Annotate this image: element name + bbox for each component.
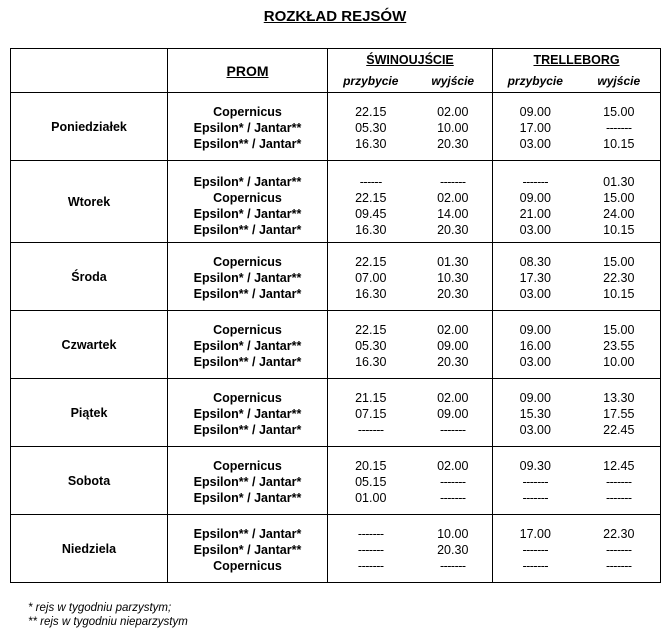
day-name: Piątek [11, 379, 168, 447]
trelleborg-departure-column-cell [578, 379, 661, 447]
day-name: Poniedziałek [11, 93, 168, 161]
swinoujscie-departure: ------- [439, 175, 466, 189]
swinoujscie-departure: ------- [439, 423, 466, 437]
day-block [11, 93, 661, 161]
swinoujscie-arrival: ------- [357, 527, 384, 541]
trelleborg-arrival: 09.00 [519, 105, 551, 119]
swinoujscie-departure: 14.00 [437, 207, 469, 221]
trelleborg-arrival: 21.00 [519, 207, 551, 221]
ship-name: Epsilon* / Jantar** [193, 271, 302, 285]
trelleborg-arrival: ------- [522, 543, 549, 557]
swinoujscie-departure: ------- [439, 475, 466, 489]
ship-name-column-cell [168, 515, 328, 583]
day-block [11, 379, 661, 447]
trelleborg-departure: ------- [605, 475, 632, 489]
ship-name: Copernicus [213, 323, 282, 337]
trelleborg-arrival: 16.00 [519, 339, 551, 353]
swinoujscie-arrival: 16.30 [355, 355, 387, 369]
trelleborg-departure: 15.00 [603, 191, 635, 205]
swinoujscie-departure: 20.30 [437, 355, 469, 369]
swinoujscie-departure-column-cell [414, 379, 493, 447]
trelleborg-departure: ------- [605, 491, 632, 505]
swinoujscie-departure: 10.30 [437, 271, 469, 285]
footnote-even-week: * rejs w tygodniu parzystym; [28, 602, 172, 614]
swinoujscie-departure: 20.30 [437, 223, 469, 237]
trelleborg-arrival-column-cell [493, 93, 578, 161]
swinoujscie-arrival: 16.30 [355, 287, 387, 301]
swinoujscie-departure-column-cell [414, 311, 493, 379]
swinoujscie-arrival: ------- [357, 423, 384, 437]
swinoujscie-arrival-column-cell [328, 243, 414, 311]
ship-name: Copernicus [213, 105, 282, 119]
ship-name: Epsilon** / Jantar* [193, 527, 302, 541]
swinoujscie-arrival: 22.15 [355, 191, 387, 205]
ship-name: Epsilon** / Jantar* [193, 223, 302, 237]
swinoujscie-arrival-column-cell [328, 379, 414, 447]
swinoujscie-header [328, 49, 493, 71]
trelleborg-arrival: 17.30 [519, 271, 551, 285]
ship-name-column-cell [168, 161, 328, 243]
swinoujscie-departure: 01.30 [437, 255, 469, 269]
day-block [11, 447, 661, 515]
swinoujscie-arrive-header: przybycie [328, 71, 414, 93]
ship-name: Copernicus [213, 191, 282, 205]
ship-name: Epsilon* / Jantar** [193, 543, 302, 557]
day-name: Czwartek [11, 311, 168, 379]
swinoujscie-departure-column-cell [414, 243, 493, 311]
ship-name: Epsilon** / Jantar* [193, 287, 302, 301]
trelleborg-arrival: ------- [522, 175, 549, 189]
trelleborg-arrival-column-cell [493, 243, 578, 311]
trelleborg-departure: ------- [605, 559, 632, 573]
swinoujscie-arrival-column-cell [328, 93, 414, 161]
empty-header-cell [11, 49, 168, 93]
trelleborg-departure-column-cell [578, 161, 661, 243]
ship-name: Epsilon* / Jantar** [193, 175, 302, 189]
trelleborg-departure: 10.15 [603, 287, 635, 301]
swinoujscie-arrival: 20.15 [355, 459, 387, 473]
schedule-table [10, 48, 661, 583]
swinoujscie-departure: 10.00 [437, 121, 469, 135]
swinoujscie-arrival: 22.15 [355, 105, 387, 119]
trelleborg-arrival: 03.00 [519, 287, 551, 301]
trelleborg-departure-column-cell [578, 447, 661, 515]
swinoujscie-departure: 20.30 [437, 137, 469, 151]
trelleborg-departure: 10.15 [603, 223, 635, 237]
trelleborg-departure-column-cell [578, 311, 661, 379]
trelleborg-departure: 10.00 [603, 355, 635, 369]
swinoujscie-departure: ------- [439, 491, 466, 505]
swinoujscie-departure-column-cell [414, 161, 493, 243]
day-block [11, 161, 661, 243]
swinoujscie-arrival: 16.30 [355, 137, 387, 151]
ship-name: Copernicus [213, 255, 282, 269]
day-name: Niedziela [11, 515, 168, 583]
trelleborg-arrive-header: przybycie [493, 71, 578, 93]
ship-name-column-cell [168, 447, 328, 515]
swinoujscie-departure-column-cell [414, 93, 493, 161]
swinoujscie-arrival: 07.15 [355, 407, 387, 421]
trelleborg-departure-column-cell [578, 515, 661, 583]
trelleborg-departure: ------- [605, 543, 632, 557]
swinoujscie-departure: 02.00 [437, 105, 469, 119]
ship-name-column-cell [168, 93, 328, 161]
trelleborg-arrival-column-cell [493, 447, 578, 515]
trelleborg-arrival: 03.00 [519, 137, 551, 151]
trelleborg-arrival: ------- [522, 475, 549, 489]
swinoujscie-arrival: 22.15 [355, 323, 387, 337]
ship-name-column-cell [168, 379, 328, 447]
ship-name: Epsilon* / Jantar** [193, 207, 302, 221]
ship-name: Epsilon** / Jantar* [193, 137, 302, 151]
swinoujscie-departure-column-cell [414, 447, 493, 515]
trelleborg-depart-header: wyjście [578, 71, 661, 93]
trelleborg-departure: 15.00 [603, 105, 635, 119]
trelleborg-arrival: 17.00 [519, 121, 551, 135]
day-name: Sobota [11, 447, 168, 515]
trelleborg-arrival: 09.00 [519, 191, 551, 205]
trelleborg-arrival: 08.30 [519, 255, 551, 269]
swinoujscie-arrival: ------- [357, 559, 384, 573]
swinoujscie-departure: 02.00 [437, 391, 469, 405]
trelleborg-departure: 01.30 [603, 175, 635, 189]
trelleborg-header-label: TRELLEBORG [533, 52, 620, 67]
ship-name: Epsilon* / Jantar** [193, 121, 302, 135]
ship-name: Epsilon** / Jantar* [193, 355, 302, 369]
trelleborg-departure: 22.30 [603, 271, 635, 285]
ship-name: Copernicus [213, 459, 282, 473]
trelleborg-departure-column-cell [578, 93, 661, 161]
trelleborg-arrival: ------- [522, 559, 549, 573]
footnote-odd-week: ** rejs w tygodniu nieparzystym [28, 616, 188, 628]
swinoujscie-departure: 10.00 [437, 527, 469, 541]
swinoujscie-departure: 09.00 [437, 339, 469, 353]
swinoujscie-arrival-column-cell [328, 515, 414, 583]
trelleborg-arrival-column-cell [493, 311, 578, 379]
trelleborg-departure-column-cell [578, 243, 661, 311]
trelleborg-departure: 13.30 [603, 391, 635, 405]
swinoujscie-arrival: 16.30 [355, 223, 387, 237]
ship-name-column-cell [168, 243, 328, 311]
swinoujscie-arrival-column-cell [328, 311, 414, 379]
trelleborg-arrival: 03.00 [519, 355, 551, 369]
trelleborg-header [493, 49, 661, 71]
trelleborg-arrival-column-cell [493, 515, 578, 583]
swinoujscie-arrival-column-cell [328, 161, 414, 243]
swinoujscie-arrival-column-cell [328, 447, 414, 515]
swinoujscie-arrival: 07.00 [355, 271, 387, 285]
trelleborg-arrival: ------- [522, 491, 549, 505]
ship-name: Copernicus [213, 559, 282, 573]
swinoujscie-arrival: 05.15 [355, 475, 387, 489]
trelleborg-arrival: 09.30 [519, 459, 551, 473]
trelleborg-departure: 17.55 [603, 407, 635, 421]
trelleborg-arrival: 09.00 [519, 391, 551, 405]
trelleborg-departure: 22.45 [603, 423, 635, 437]
swinoujscie-departure: ------- [439, 559, 466, 573]
day-block [11, 311, 661, 379]
swinoujscie-arrival: 21.15 [355, 391, 387, 405]
page-title: ROZKŁAD REJSÓW [263, 8, 407, 25]
prom-header-label: PROM [226, 62, 269, 79]
trelleborg-arrival: 17.00 [519, 527, 551, 541]
ship-name: Epsilon** / Jantar* [193, 475, 302, 489]
ship-name: Copernicus [213, 391, 282, 405]
swinoujscie-arrival: 09.45 [355, 207, 387, 221]
trelleborg-departure: 22.30 [603, 527, 635, 541]
trelleborg-departure: 15.00 [603, 255, 635, 269]
trelleborg-arrival: 09.00 [519, 323, 551, 337]
swinoujscie-departure: 20.30 [437, 287, 469, 301]
trelleborg-departure: 23.55 [603, 339, 635, 353]
trelleborg-departure: ------- [605, 121, 632, 135]
trelleborg-departure: 12.45 [603, 459, 635, 473]
day-name: Wtorek [11, 161, 168, 243]
swinoujscie-arrival: 22.15 [355, 255, 387, 269]
day-name: Środa [11, 243, 168, 311]
ship-name: Epsilon* / Jantar** [193, 491, 302, 505]
trelleborg-departure: 15.00 [603, 323, 635, 337]
swinoujscie-departure: 20.30 [437, 543, 469, 557]
swinoujscie-header-label: ŚWINOUJŚCIE [366, 52, 454, 67]
swinoujscie-arrival: ------- [357, 543, 384, 557]
ship-name: Epsilon** / Jantar* [193, 423, 302, 437]
swinoujscie-arrival: ------ [359, 175, 382, 189]
footnotes [28, 601, 188, 629]
swinoujscie-arrival: 05.30 [355, 339, 387, 353]
trelleborg-arrival-column-cell [493, 379, 578, 447]
swinoujscie-departure: 09.00 [437, 407, 469, 421]
ship-name-column-cell [168, 311, 328, 379]
trelleborg-departure: 24.00 [603, 207, 635, 221]
day-block [11, 515, 661, 583]
trelleborg-arrival: 03.00 [519, 223, 551, 237]
day-block [11, 243, 661, 311]
swinoujscie-departure: 02.00 [437, 459, 469, 473]
trelleborg-departure: 10.15 [603, 137, 635, 151]
swinoujscie-departure: 02.00 [437, 323, 469, 337]
prom-header [168, 49, 328, 93]
swinoujscie-departure-column-cell [414, 515, 493, 583]
trelleborg-arrival-column-cell [493, 161, 578, 243]
ship-name: Epsilon* / Jantar** [193, 407, 302, 421]
swinoujscie-arrival: 01.00 [355, 491, 387, 505]
ship-name: Epsilon* / Jantar** [193, 339, 302, 353]
trelleborg-arrival: 03.00 [519, 423, 551, 437]
swinoujscie-arrival: 05.30 [355, 121, 387, 135]
swinoujscie-departure: 02.00 [437, 191, 469, 205]
swinoujscie-depart-header: wyjście [414, 71, 493, 93]
trelleborg-arrival: 15.30 [519, 407, 551, 421]
